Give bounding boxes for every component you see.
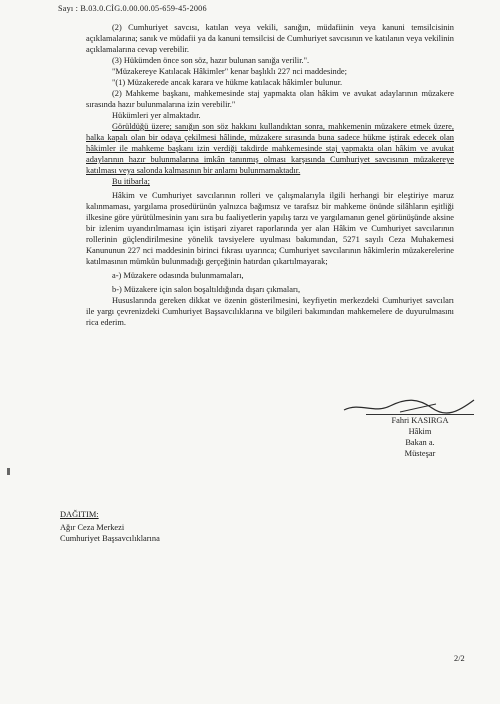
distribution-item: Cumhuriyet Başsavcılıklarına [60, 534, 160, 543]
list-item-b: b-) Müzakere için salon boşaltıldığında dışarı çıkmaları, [112, 285, 301, 294]
reference-number: Sayı : B.03.0.CİG.0.00.00.05-659-45-2006 [58, 4, 207, 13]
list-item-a: a-) Müzakere odasında bulunmamaları, [112, 271, 244, 280]
paragraph-2: (3) Hükümden önce son söz, hazır bulunan sanığa verilir.". [112, 56, 310, 65]
paragraph-7-underlined: Görüldüğü üzere; sanığın son söz hakkını kullandıktan sonra, mahkemenin müzakere etmek üzere, halka kapalı olan bir odaya çekilmesi hâlinde, müzakere sırasında buna sadece hükme iştirak edecek olan hâkimler ile mahkeme başkanı izin verdiği takdirde mahkemesinde staj yapmakta olan hâkim ve avukat adaylarının hazır bulunmalarına imkân tanınmış olması karşısında Cumhuriyet savcısının müzakereye katılması veya salonda kalmasının bir anlamı bulunmamaktadır. [86, 122, 454, 175]
distribution-block [60, 509, 160, 544]
paragraph-8: Bu itibarla; [112, 177, 150, 186]
scan-artifact [7, 468, 10, 475]
signatory-name: Fahri KASIRGA [391, 416, 449, 425]
signatory-role: Bakan a. [405, 438, 435, 447]
letter-body [86, 22, 454, 328]
signatory-title: Hâkim [408, 427, 432, 436]
signature-block [360, 415, 480, 459]
paragraph-4: "(1) Müzakerede ancak karara ve hükme katılacak hâkimler bulunur. [112, 78, 343, 87]
paragraph-1: (2) Cumhuriyet savcısı, katılan veya vekili, sanığın, müdafiinin veya kanuni temsilcisinin açıklamalarına; sanık ve müdafii ya da kanuni temsilcisi de Cumhuriyet savcısının ve katılanın veya vekilinin açıklamalarına cevap verebilir. [86, 23, 454, 54]
paragraph-6: Hükümleri yer almaktadır. [112, 111, 201, 120]
page-number: 2/2 [454, 654, 465, 663]
paragraph-12: Hususlarında gereken dikkat ve özenin gösterilmesini, keyfiyetin merkezdeki Cumhuriyet savcıları ile yargı çevrenizdeki Cumhuriyet Başsavcılıklarına ve bilgileri bakımından mahkemelere de duyurulmasını rica ederim. [86, 296, 454, 327]
paragraph-9: Hâkim ve Cumhuriyet savcılarının rolleri ve çalışmalarıyla ilgili herhangi bir eleştiriye maruz kalınmaması, yargılama prosedürünün yalnızca bağımsız ve tarafsız bir mahkeme önünde silâhların eşitliği ilkesine göre yürütülmesinin yanı sıra bu faaliyetlerin yapılış tarzı ve yargılamanın genel görünüşünde aksine bir izlenim uyandırılmaması için istişari ziyaret raporlarında yer alan Hâkim ve Cumhuriyet savcılarının rollerinin güçlendirilmesine yönelik tavsiyelere uyulması bakımından, 5271 sayılı Ceza Muhakemesi Kanununun 227 nci maddesinin birinci fıkrası uyarınca; Cumhuriyet savcılarının hâkimlerin müzakerelerine katılmasının mümkün bulunmadığı gerçeğinin hatırdan çıkartılmayarak; [86, 191, 454, 266]
paragraph-5: (2) Mahkeme başkanı, mahkemesinde staj yapmakta olan hâkim ve avukat adaylarının müzakere sırasında hazır bulunmalarına izin verebilir." [86, 89, 454, 109]
signatory-position: Müsteşar [404, 449, 436, 458]
distribution-item: Ağır Ceza Merkezi [60, 523, 125, 532]
distribution-title: DAĞITIM: [60, 510, 99, 519]
paragraph-3: "Müzakereye Katılacak Hâkimler" kenar başlıklı 227 nci maddesinde; [112, 67, 347, 76]
